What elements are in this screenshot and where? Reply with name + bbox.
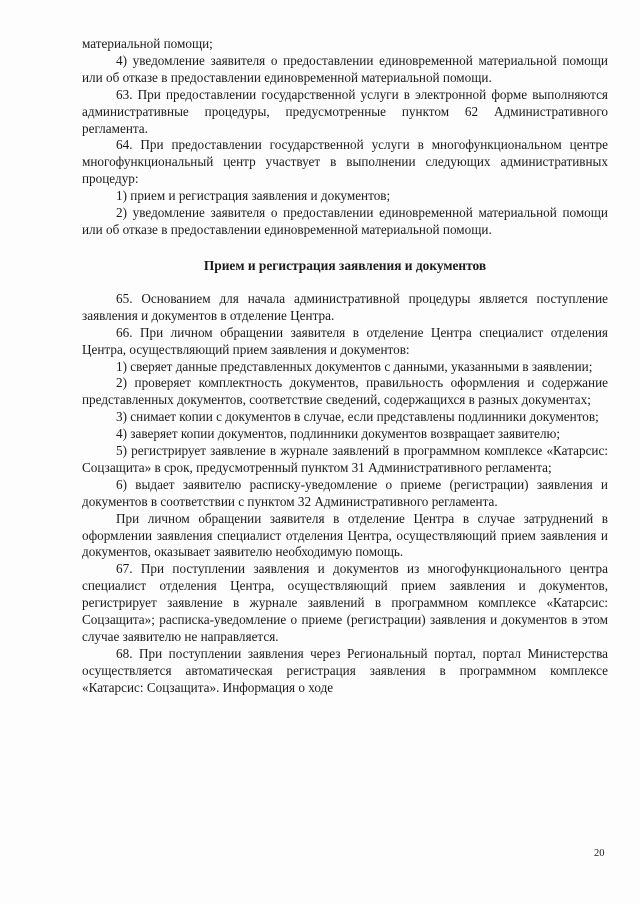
paragraph: 3) снимает копии с документов в случае, если представлены подлинники документов;	[116, 409, 599, 425]
section-heading: Прием и регистрация заявления и документов	[203, 257, 487, 273]
paragraph: 1) прием и регистрация заявления и документов;	[116, 188, 391, 204]
paragraph: При личном обращении заявителя в отделение Центра в случае затруднений в оформлении заявления специалист отделения Центра, осуществляющий прием заявления и документов, оказывает заявителю необходимую помощь.	[82, 510, 608, 560]
paragraph: 1) сверяет данные представленных документов с данными, указанными в заявлении;	[116, 358, 593, 374]
paragraph: 66. При личном обращении заявителя в отделение Центра специалист отделения Центра, осуществляющий прием заявления и документов:	[82, 324, 608, 357]
paragraph: 67. При поступлении заявления и документов из многофункционального центра специалист отделения Центра, осуществляющий прием заявления и документов, регистрирует заявление в журнале заявлений в программном комплексе «Катарсис: Соцзащита»; расписка-уведомление о приеме (регистрации) заявления и документов в этом случае заявителю не направляется.	[82, 561, 608, 644]
paragraph: 4) заверяет копии документов, подлинники документов возвращает заявителю;	[116, 426, 561, 442]
paragraph: материальной помощи;	[82, 36, 213, 51]
paragraph: 6) выдает заявителю расписку-уведомление о приеме (регистрации) заявления и документов в соответствии с пунктом 32 Административного регламента.	[82, 476, 608, 509]
paragraph: 63. При предоставлении государственной услуги в электронной форме выполняются административные процедуры, предусмотренные пунктом 62 Административного регламента.	[82, 86, 608, 136]
paragraph: 64. При предоставлении государственной услуги в многофункциональном центре многофункциональный центр участвует в выполнении следующих административных процедур:	[82, 137, 608, 187]
paragraph: 4) уведомление заявителя о предоставлении единовременной материальной помощи или об отказе в предоставлении единовременной материальной помощи.	[82, 52, 608, 85]
paragraph: 65. Основанием для начала административной процедуры является поступление заявления и документов в отделение Центра.	[82, 290, 608, 323]
paragraph: 2) проверяет комплектность документов, правильность оформления и содержание представленных документов, соответствие сведений, содержащихся в разных документах;	[82, 375, 608, 408]
paragraph: 5) регистрирует заявление в журнале заявлений в программном комплексе «Катарсис: Соцзащита» в срок, предусмотренный пунктом 31 Административного регламента;	[82, 443, 608, 475]
paragraph: 2) уведомление заявителя о предоставлении единовременной материальной помощи или об отказе в предоставлении единовременной материальной помощи.	[82, 205, 608, 237]
document-body	[82, 36, 608, 697]
page-number: 20	[594, 848, 605, 859]
paragraph: 68. При поступлении заявления через Региональный портал, портал Министерства осуществляется автоматическая регистрация заявления в программном комплексе «Катарсис: Соцзащита». Информация о ходе	[82, 645, 608, 695]
